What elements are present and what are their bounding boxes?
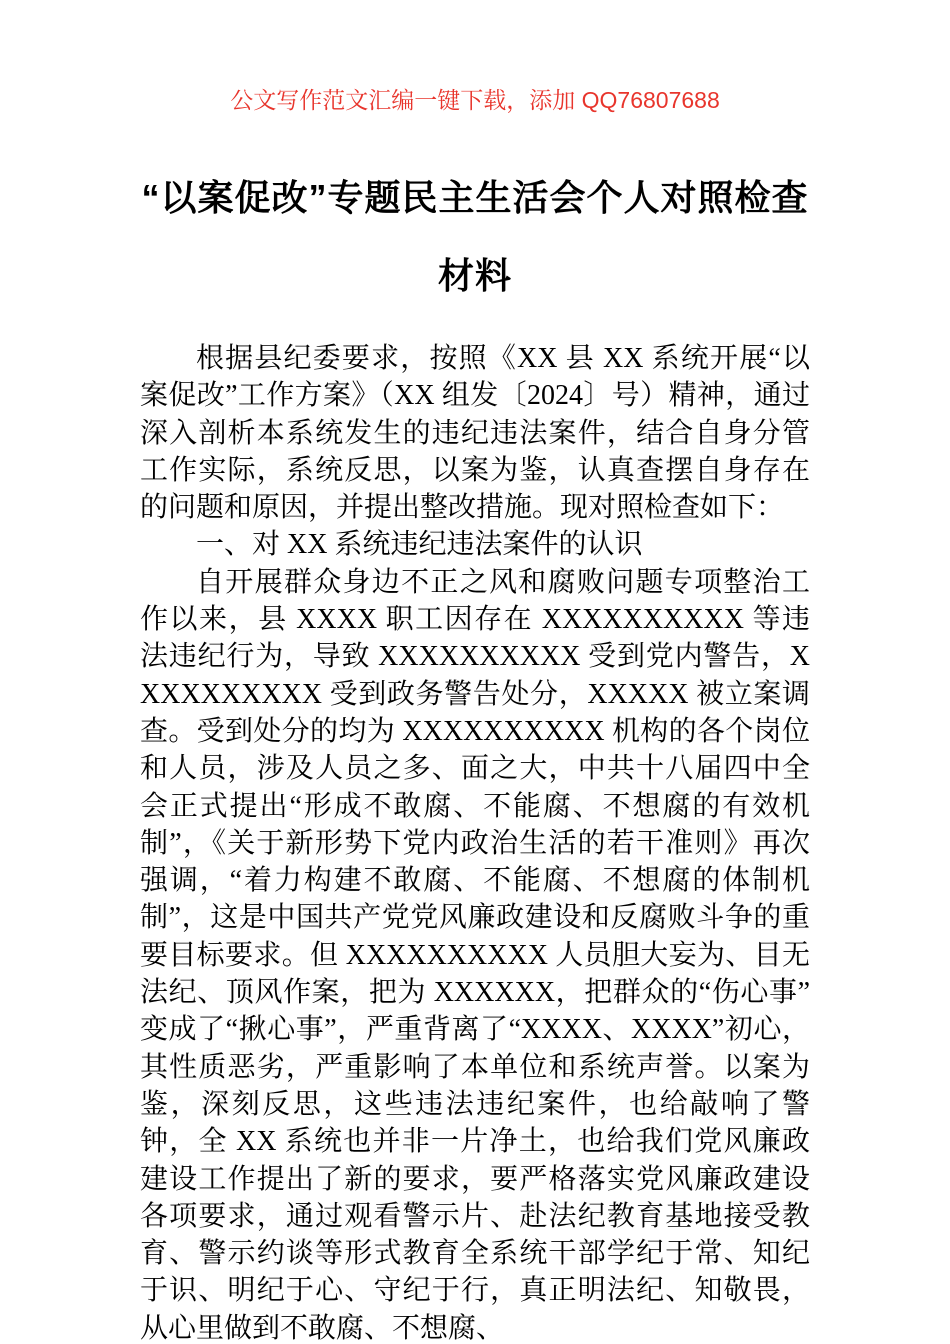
paragraph-intro: 根据县纪委要求，按照《XX 县 XX 系统开展“以案促改”工作方案》（XX 组发〔2024〕号）精神，通过深入剖析本系统发生的违纪违法案件，结合自身分管工作实际，系统反思，以案为鉴，认真查摆自身存在的问题和原因，并提出整改措施。现对照检查如下：: [140, 343, 810, 524]
promo-banner: 公文写作范文汇编一键下载，添加 QQ76807688: [230, 87, 720, 113]
paragraph-section-content: 自开展群众身边不正之风和腐败问题专项整治工作以来，县 XXXX 职工因存在 XXXXXXXXXX 等违法违纪行为，导致 XXXXXXXXXX 受到党内警告，XXXXXXXXXX 受到政务警告处分，XXXXX 被立案调查。受到处分的均为 XXXXXXXXXX 机构的各个岗位和人员，涉及人员之多、面之大，中共十八届四中全会正式提出“形成不敢腐、不能腐、不想腐的有效机制”，《关于新形势下党内政治生活的若干准则》再次强调，“着力构建不敢腐、不能腐、不想腐的体制机制”，这是中国共产党党风廉政建设和反腐败斗争的重要目标要求。但 XXXXXXXXXX 人员胆大妄为、目无法纪、顶风作案，把为 XXXXXX，把群众的“伤心事”变成了“揪心事”，严重背离了“XXXX、XXXX”初心，其性质恶劣，严重影响了本单位和系统声誉。以案为鉴，深刻反思，这些违法违纪案件，也给敲响了警钟，全 XX 系统也并非一片净土，也给我们党风廉政建设工作提出了新的要求，要严格落实党风廉政建设各项要求，通过观看警示片、赴法纪教育基地接受教育、警示约谈等形式教育全系统干部学纪于常、知纪于识、明纪于心、守纪于行，真正明法纪、知敬畏，从心里做到不敢腐、不想腐、: [140, 566, 810, 1344]
paragraph-section-heading: 一、对 XX 系统违纪违法案件的认识: [196, 529, 643, 561]
document-body: [140, 340, 810, 1344]
document-title: “以案促改”专题民主生活会个人对照检查材料: [141, 177, 809, 296]
